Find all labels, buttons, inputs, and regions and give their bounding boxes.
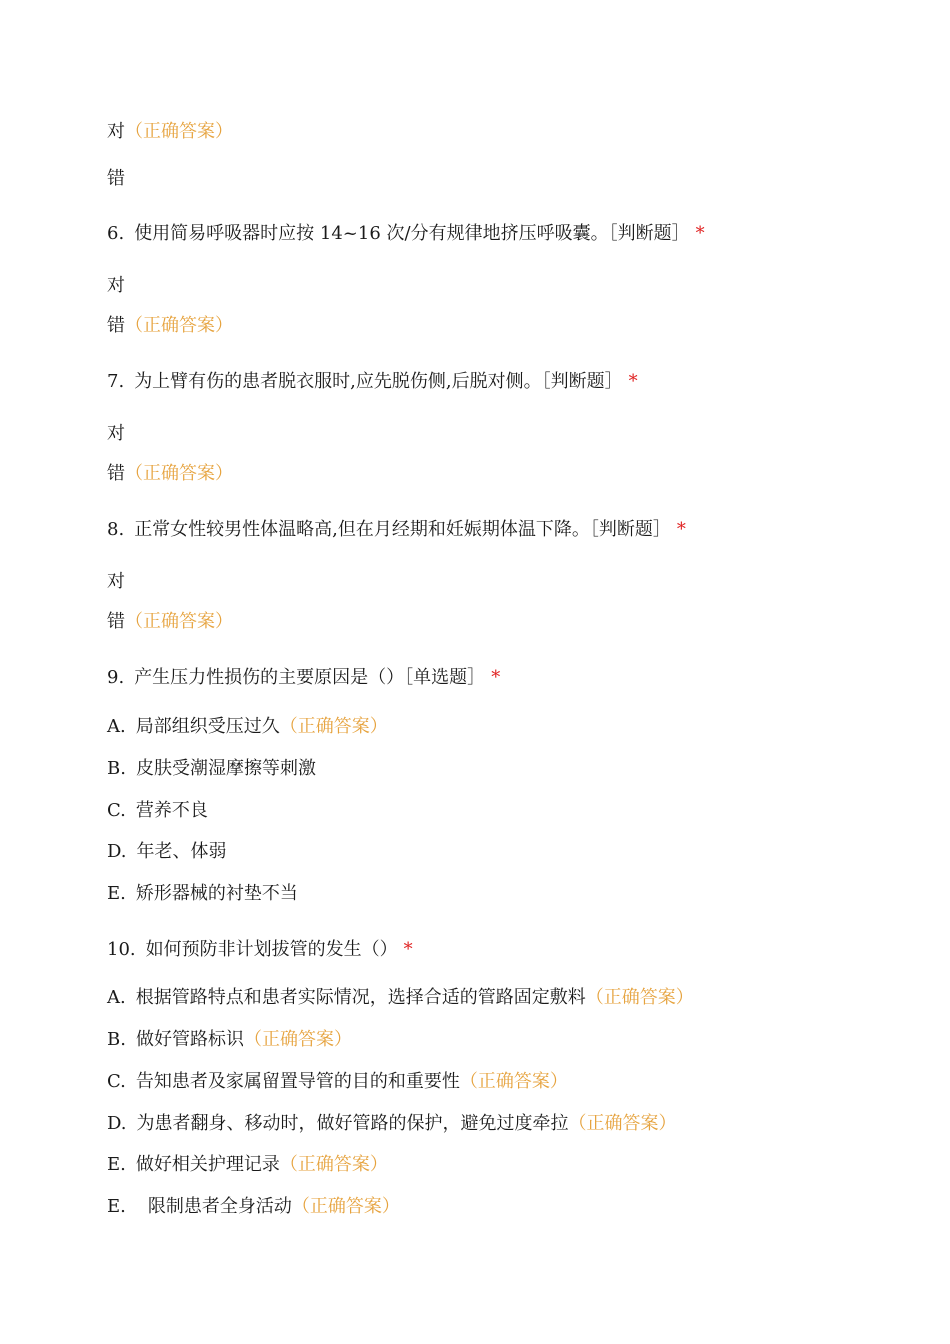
option-label: C. [107, 800, 126, 821]
required-mark: * [695, 223, 705, 244]
option-q10-a[interactable] [107, 986, 694, 1010]
option-text: 对 [107, 423, 125, 444]
correct-answer-tag: （正确答案） [585, 987, 694, 1008]
option-text: 做好管路标识 [135, 1029, 244, 1050]
question-7 [107, 370, 638, 394]
option-q9-d[interactable] [107, 840, 227, 864]
required-mark: * [491, 667, 501, 688]
required-mark: * [676, 519, 686, 540]
question-number: 6. [107, 223, 125, 244]
option-label: B. [107, 758, 126, 779]
question-9 [107, 666, 500, 690]
question-8 [107, 518, 686, 542]
option-q9-b[interactable] [107, 757, 316, 781]
option-text: 对 [107, 571, 125, 592]
option-text: 告知患者及家属留置导管的目的和重要性 [135, 1071, 460, 1092]
correct-answer-tag: （正确答案） [279, 716, 388, 737]
option-text: 对 [107, 275, 125, 296]
correct-answer-tag: （正确答案） [125, 463, 233, 484]
option-q5-true[interactable] [107, 120, 233, 144]
option-q9-a[interactable] [107, 715, 388, 739]
option-q10-c[interactable] [107, 1070, 568, 1094]
option-label: E. [107, 1154, 126, 1175]
option-label: D. [107, 1113, 127, 1134]
correct-answer-tag: （正确答案） [459, 1071, 568, 1092]
option-label: A. [107, 716, 126, 737]
option-q9-e[interactable] [107, 882, 298, 906]
question-number: 7. [107, 371, 125, 392]
option-label: D. [107, 841, 127, 862]
correct-answer-tag: （正确答案） [291, 1196, 400, 1217]
option-q7-true[interactable] [107, 422, 125, 446]
correct-answer-tag: （正确答案） [125, 121, 233, 142]
correct-answer-tag: （正确答案） [243, 1029, 352, 1050]
correct-answer-tag: （正确答案） [125, 315, 233, 336]
option-label: E. [107, 1196, 126, 1217]
question-number: 9. [107, 667, 125, 688]
question-6 [107, 222, 705, 246]
option-q7-false[interactable] [107, 462, 233, 486]
option-text: 矫形器械的衬垫不当 [135, 883, 298, 904]
correct-answer-tag: （正确答案） [125, 611, 233, 632]
option-q8-true[interactable] [107, 570, 125, 594]
question-text: 如何预防非计划拔管的发生（） [145, 939, 398, 960]
option-text: 营养不良 [135, 800, 208, 821]
option-label: B. [107, 1029, 126, 1050]
option-q6-false[interactable] [107, 314, 233, 338]
required-mark: * [628, 371, 638, 392]
question-number: 10. [107, 939, 136, 960]
option-label: E. [107, 883, 126, 904]
option-q8-false[interactable] [107, 610, 233, 634]
option-q10-d[interactable] [107, 1112, 677, 1136]
option-q9-c[interactable] [107, 799, 208, 823]
option-text: 错 [107, 463, 125, 484]
required-mark: * [403, 939, 413, 960]
option-text: 局部组织受压过久 [135, 716, 280, 737]
option-q5-false[interactable] [107, 167, 125, 191]
question-number: 8. [107, 519, 125, 540]
option-text: 为患者翻身、移动时，做好管路的保护，避免过度牵拉 [136, 1113, 569, 1134]
option-q10-b[interactable] [107, 1028, 352, 1052]
option-q6-true[interactable] [107, 274, 125, 298]
option-text: 做好相关护理记录 [135, 1154, 280, 1175]
option-q10-e[interactable] [107, 1153, 388, 1177]
option-label: A. [107, 987, 126, 1008]
option-q10-f[interactable] [107, 1195, 400, 1219]
option-text: 错 [107, 315, 125, 336]
option-text: 根据管路特点和患者实际情况，选择合适的管路固定敷料 [135, 987, 586, 1008]
option-text: 对 [107, 121, 125, 142]
question-text: 使用简易呼吸器时应按 14~16 次/分有规律地挤压呼吸囊。［判断题］ [134, 223, 690, 244]
option-text: 皮肤受潮湿摩擦等刺激 [135, 758, 316, 779]
correct-answer-tag: （正确答案） [279, 1154, 388, 1175]
question-text: 正常女性较男性体温略高,但在月经期和妊娠期体温下降。［判断题］ [134, 519, 671, 540]
option-label: C. [107, 1071, 126, 1092]
question-text: 为上臂有伤的患者脱衣服时,应先脱伤侧,后脱对侧。［判断题］ [134, 371, 623, 392]
option-text: 错 [107, 168, 125, 189]
question-text: 产生压力性损伤的主要原因是（）［单选题］ [134, 667, 486, 688]
question-10 [107, 938, 413, 962]
option-text: 错 [107, 611, 125, 632]
correct-answer-tag: （正确答案） [568, 1113, 677, 1134]
option-text: 年老、体弱 [136, 841, 227, 862]
option-text: 限制患者全身活动 [147, 1196, 292, 1217]
